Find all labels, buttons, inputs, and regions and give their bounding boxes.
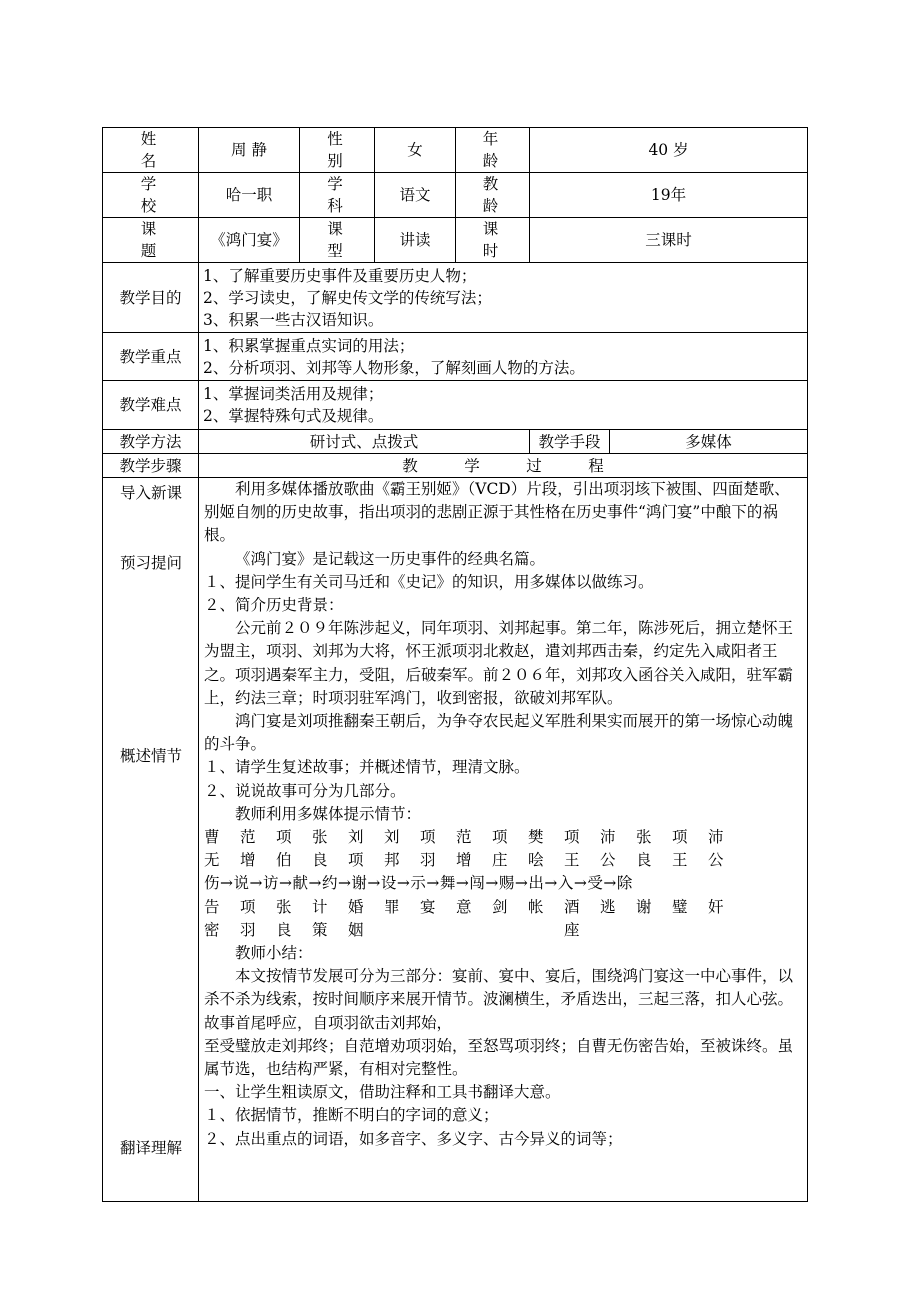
plot-char: 增 [456, 851, 472, 870]
goal-item: 3、积累一些古汉语知识。 [203, 310, 384, 329]
plot-char: 项 [672, 828, 688, 847]
plot-char [420, 919, 456, 942]
gender-value: 女 [375, 128, 456, 173]
plot-char: 座 [564, 920, 580, 939]
translate-2: １、依据情节，推断不明白的字词的意义； [204, 1106, 499, 1125]
plot-char: 刘 [348, 828, 364, 847]
goal-item: 2、学习读史，了解史传文学的传统写法； [203, 288, 492, 307]
plot-char: 逃 [600, 897, 616, 916]
plot-char: 项 [564, 828, 580, 847]
intro-paragraph: 利用多媒体播放歌曲《霸王别姬》（VCD）片段，引出项羽垓下被围、四面楚歌、别姬自刎的历史故事，指出项羽的悲剧正源于其性格在历史事件“鸿门宴”中酿下的祸根。 [204, 480, 790, 545]
name-value: 周 静 [199, 128, 300, 173]
plot-char: 策 [312, 920, 328, 939]
plot-char: 项 [420, 828, 436, 847]
difficulty-item: 1、掌握词类活用及规律； [203, 385, 384, 403]
plot-char: 羽 [420, 851, 436, 870]
question-1: １、提问学生有关司马迁和《史记》的知识，用多媒体以做练习。 [204, 572, 654, 591]
task-2: ２、说说故事可分为几部分。 [204, 781, 406, 800]
age-value: 40 岁 [530, 128, 808, 173]
teacher-summary-label: 教师小结： [235, 944, 313, 963]
background-paragraph: 公元前２０９年陈涉起义，同年项羽、刘邦起事。第二年，陈涉死后，拥立楚怀王为盟主，项羽、刘邦为大将，怀王派项羽北救赵，遣刘邦西击秦，约定先入咸阳者王之。项羽遇秦军主力，受阻，后破秦军。前２０６年，刘邦攻入函谷关入咸阳，驻军霸上，约法三章；时项羽驻军鸿门，收到密报，欲破刘邦军队。 [204, 619, 794, 707]
subject-value: 语文 [375, 173, 456, 218]
methods-value: 研讨式、点拨式 [199, 430, 530, 454]
subject-label: 学 科 [300, 173, 375, 218]
classic-paragraph: 《鸿门宴》是记载这一历史事件的经典名篇。 [235, 549, 546, 568]
plot-char: 宴 [420, 897, 436, 916]
section-preview-label: 预习提问 [119, 554, 182, 572]
section-intro-label: 导入新课 [119, 484, 182, 502]
plot-char: 沛 [600, 828, 616, 847]
plot-char: 伯 [276, 851, 292, 870]
plot-char: 项 [492, 828, 508, 847]
plot-char [384, 919, 420, 942]
task-1: １、请学生复述故事；并概述情节，理清文脉。 [204, 758, 530, 777]
section-labels [103, 478, 199, 1202]
plot-char: 沛 [708, 828, 724, 847]
plot-char: 帐 [528, 897, 544, 916]
key-point-item: 2、分析项羽、刘邦等人物形象，了解刻画人物的方法。 [203, 358, 585, 377]
plot-char: 婚 [348, 897, 364, 916]
type-label: 课 型 [300, 218, 375, 263]
question-2: ２、简介历史背景： [204, 596, 344, 615]
plot-char: 良 [276, 920, 292, 939]
key-points-label: 教学重点 [103, 333, 199, 381]
plot-char: 公 [708, 851, 724, 870]
plot-char: 张 [276, 897, 292, 916]
plot-char: 张 [636, 828, 652, 847]
plot-char: 樊 [528, 828, 544, 847]
difficulties-label: 教学难点 [103, 381, 199, 430]
plot-char: 奸 [708, 897, 724, 916]
plot-row-2 [204, 849, 801, 872]
key-point-item: 1、积累掌握重点实词的用法； [203, 336, 415, 355]
hours-label: 课 时 [456, 218, 530, 263]
school-value: 哈一职 [199, 173, 300, 218]
process-heading: 教 学 过 程 [199, 454, 808, 478]
plot-char: 王 [564, 851, 580, 870]
section-plot-label: 概述情节 [119, 747, 182, 765]
plot-char [528, 919, 564, 942]
plot-char: 刘 [384, 828, 400, 847]
plot-char [600, 919, 636, 942]
plot-char: 增 [240, 851, 256, 870]
plot-row-5 [204, 919, 801, 942]
plot-char: 项 [348, 851, 364, 870]
teach-years-label: 教 龄 [456, 173, 530, 218]
key-points-content [199, 333, 808, 381]
plot-row-3: 伤→说→访→献→约→谢→设→示→舞→闯→赐→出→入→受→除 [204, 874, 633, 893]
plot-char: 曹 [204, 828, 220, 847]
plot-char: 范 [240, 828, 256, 847]
process-content [199, 478, 808, 1202]
plot-char: 王 [672, 851, 688, 870]
plot-char [636, 919, 672, 942]
translate-3: ２、点出重点的词语，如多音字、多义字、古今异义的词等； [204, 1129, 623, 1148]
difficulty-item: 2、掌握特殊句式及规律。 [203, 407, 384, 425]
plot-char: 哙 [528, 851, 544, 870]
means-label: 教学手段 [530, 430, 610, 454]
gender-label: 性 别 [300, 128, 375, 173]
plot-char: 公 [600, 851, 616, 870]
plot-char: 酒 [564, 897, 580, 916]
steps-label: 教学步骤 [103, 454, 199, 478]
type-value: 讲读 [375, 218, 456, 263]
plot-char: 告 [204, 897, 220, 916]
teacher-summary-2: 至受璧放走刘邦终；自范增劝项羽始，至怒骂项羽终；自曹无伤密告始，至被诛终。虽属节选，也结构严紧，有相对完整性。 [204, 1036, 794, 1079]
plot-char: 谢 [636, 897, 652, 916]
plot-char [708, 919, 744, 942]
plot-char: 良 [312, 851, 328, 870]
difficulties-content [199, 381, 808, 430]
prompt-line: 教师利用多媒体提示情节： [235, 804, 422, 823]
plot-row-4 [204, 896, 801, 919]
school-label: 学 校 [103, 173, 199, 218]
plot-char: 剑 [492, 897, 508, 916]
goals-label: 教学目的 [103, 263, 199, 333]
plot-char: 无 [204, 851, 220, 870]
age-label: 年 龄 [456, 128, 530, 173]
plot-row-1 [204, 826, 801, 849]
plot-char: 项 [240, 897, 256, 916]
name-label: 姓 名 [103, 128, 199, 173]
plot-char: 良 [636, 851, 652, 870]
goal-item: 1、了解重要历史事件及重要历史人物； [203, 266, 477, 285]
plot-char [672, 919, 708, 942]
means-value: 多媒体 [610, 430, 808, 454]
hours-value: 三课时 [530, 218, 808, 263]
teach-years-value: 19年 [530, 173, 808, 218]
plot-char: 羽 [240, 920, 256, 939]
topic-value: 《鸿门宴》 [199, 218, 300, 263]
plot-char: 罪 [384, 897, 400, 916]
topic-label: 课 题 [103, 218, 199, 263]
goals-content [199, 263, 808, 333]
plot-char: 庄 [492, 851, 508, 870]
plot-char [456, 919, 492, 942]
section-translate-label: 翻译理解 [119, 1139, 182, 1157]
plot-char: 张 [312, 828, 328, 847]
summary-paragraph: 鸿门宴是刘项推翻秦王朝后，为争夺农民起义军胜利果实而展开的第一场惊心动魄的斗争。 [204, 712, 794, 754]
plot-char: 璧 [672, 897, 688, 916]
plot-char: 项 [276, 828, 292, 847]
plot-char: 意 [456, 897, 472, 916]
translate-1: 一、让学生粗读原文，借助注释和工具书翻译大意。 [204, 1083, 561, 1102]
teacher-summary: 本文按情节发展可分为三部分：宴前、宴中、宴后，围绕鸿门宴这一中心事件，以杀不杀为线索，按时间顺序来展开情节。波澜横生，矛盾迭出，三起三落，扣人心弦。故事首尾呼应，自项羽欲击刘邦始， [204, 967, 794, 1032]
plot-char: 邦 [384, 851, 400, 870]
lesson-plan-table [102, 127, 808, 1202]
plot-char: 密 [204, 920, 220, 939]
plot-char: 姻 [348, 920, 364, 939]
plot-char [492, 919, 528, 942]
plot-char: 范 [456, 828, 472, 847]
methods-label: 教学方法 [103, 430, 199, 454]
plot-char: 计 [312, 897, 328, 916]
